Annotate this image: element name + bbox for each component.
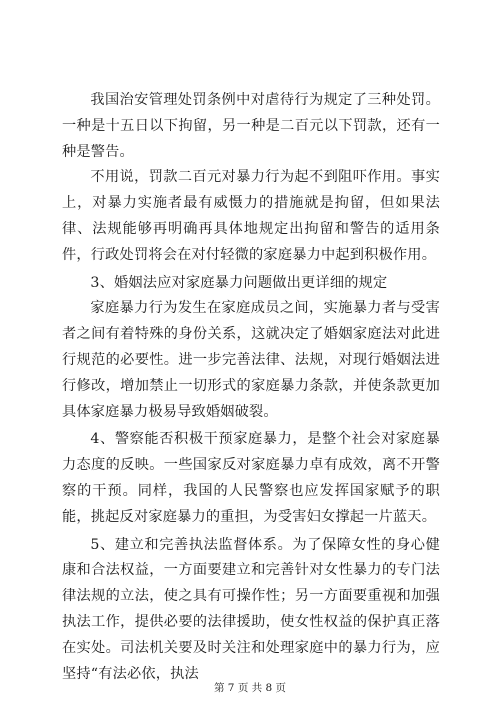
paragraph-fines: 不用说，罚款二百元对暴力行为起不到阻吓作用。事实上，对暴力实施者最有威慑力的措施就是拘留，但如果法律、法规能够再明确再具体地规定出拘留和警告的适用条件，行政处罚将会在对付轻微的家庭暴力中起到积极作用。 [62, 169, 440, 263]
page-footer: 第 7 页 共 8 页 [213, 682, 287, 694]
paragraph-marriage-law: 家庭暴力行为发生在家庭成员之间，实施暴力者与受害者之间有着特殊的身份关系，这就决定了婚姻家庭法对此进行规范的必要性。进一步完善法律、法规，对现行婚姻法进行修改，增加禁止一切形式的家庭暴力条款，并使条款更加具体家庭暴力极易导致婚姻破裂。 [62, 300, 440, 420]
paragraph-supervision: 5、建立和完善执法监督体系。为了保障女性的身心健康和合法权益，一方面要建立和完善针对女性暴力的专门法律法规的立法，使之具有可操作性；另一方面要重视和加强执法工作，提供必要的法律援助，使女性权益的保护真正落在实处。司法机关要及时关注和处理家庭中的暴力行为，应坚持“有法必依，执法 [62, 536, 440, 682]
paragraph-police: 4、警察能否积极干预家庭暴力，是整个社会对家庭暴力态度的反映。一些国家反对家庭暴力卓有成效，离不开警察的干预。同样，我国的人民警察也应发挥国家赋予的职能，挑起反对家庭暴力的重担，为受害妇女撑起一片蓝天。 [62, 431, 440, 525]
document-body [62, 88, 440, 687]
paragraph-penalties: 我国治安管理处罚条例中对虐待行为规定了三种处罚。一种是十五日以下拘留，另一种是二百元以下罚款，还有一种是警告。 [62, 92, 440, 160]
heading-marriage-law: 3、婚姻法应对家庭暴力问题做出更详细的规定 [90, 274, 388, 291]
